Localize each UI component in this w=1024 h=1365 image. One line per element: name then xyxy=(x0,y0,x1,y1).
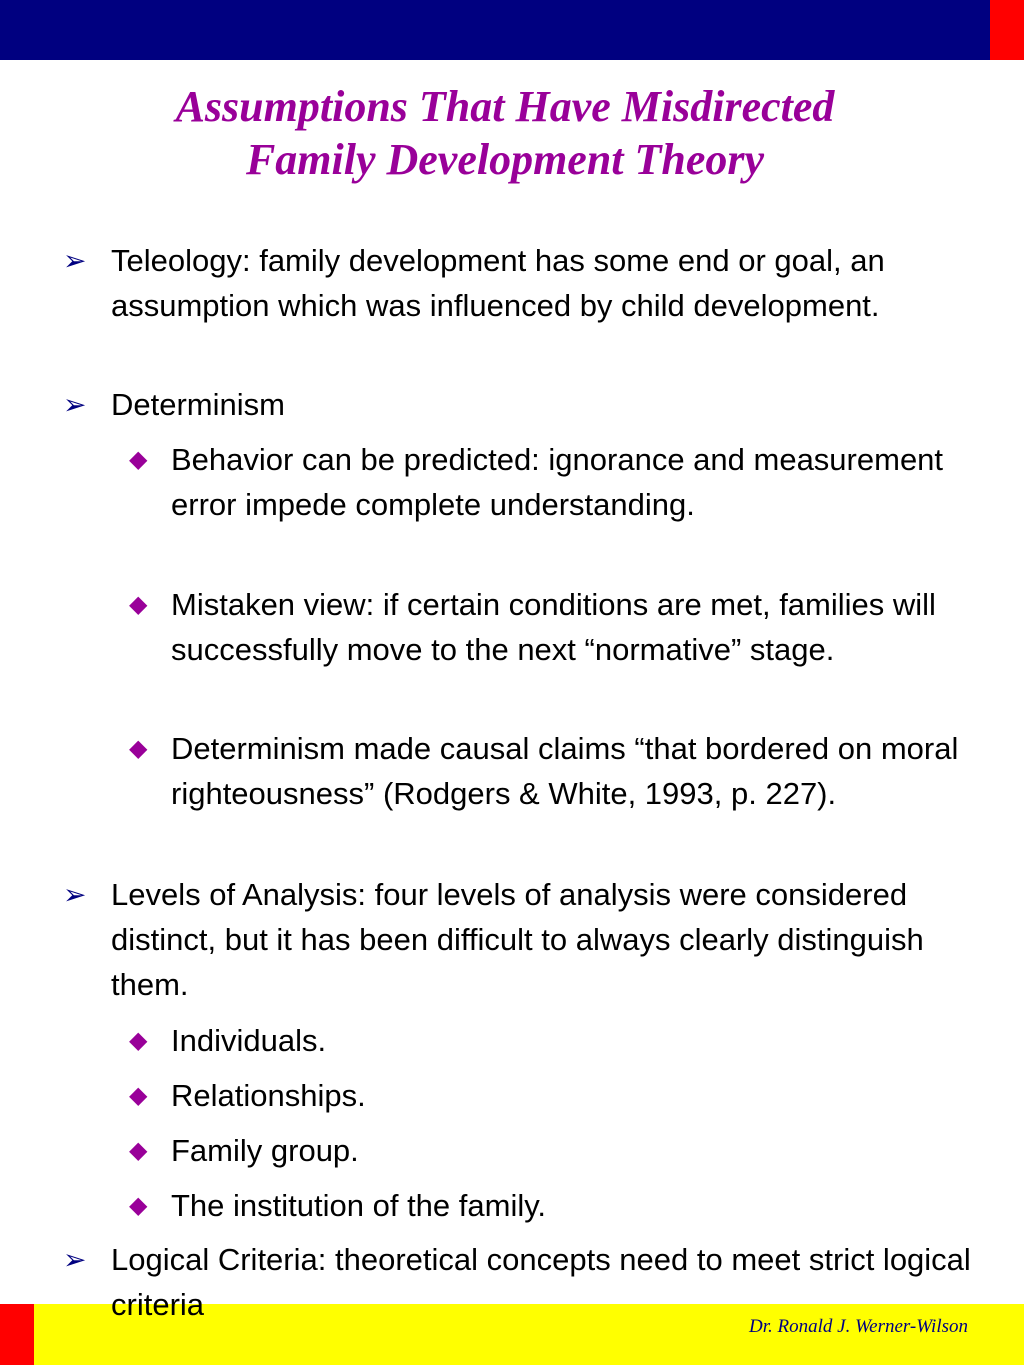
title-line-1: Assumptions That Have Misdirected xyxy=(175,82,835,131)
diamond-bullet-icon: ◆ xyxy=(129,1081,148,1109)
sub-list-item xyxy=(129,1018,971,1063)
list-item-text: Teleology: family development has some end or goal, an assumption which was influenced by child development. xyxy=(111,243,885,323)
list-item-text: Behavior can be predicted: ignorance and measurement error impede complete understanding. xyxy=(171,442,944,522)
list-item-text: The institution of the family. xyxy=(171,1188,547,1223)
arrowhead-bullet-icon: ➢ xyxy=(63,244,87,277)
list-item-text: Relationships. xyxy=(171,1078,366,1113)
list-item-text: Mistaken view: if certain conditions are met, families will successfully move to the next “normative” stage. xyxy=(171,587,936,667)
sub-list-item xyxy=(129,582,971,672)
diamond-bullet-icon: ◆ xyxy=(129,445,148,473)
diamond-bullet-icon: ◆ xyxy=(129,734,148,762)
sub-list-item xyxy=(129,1183,971,1228)
list-item-text: Family group. xyxy=(171,1133,359,1168)
list-item-text: Determinism xyxy=(111,387,285,422)
list-item-text: Individuals. xyxy=(171,1023,327,1058)
arrowhead-bullet-icon: ➢ xyxy=(63,388,87,421)
diamond-bullet-icon: ◆ xyxy=(129,1191,148,1219)
author-footer: Dr. Ronald J. Werner-Wilson xyxy=(749,1316,968,1337)
list-item xyxy=(63,238,971,328)
list-item-text: Determinism made causal claims “that bordered on moral righteousness” (Rodgers & White, 1993, p. 227). xyxy=(171,731,959,811)
list-item xyxy=(63,1237,971,1327)
title-line-2: Family Development Theory xyxy=(245,135,765,184)
arrowhead-bullet-icon: ➢ xyxy=(63,1243,87,1276)
sub-list-item xyxy=(129,1073,971,1118)
sub-list-item xyxy=(129,437,971,527)
diamond-bullet-icon: ◆ xyxy=(129,1026,148,1054)
sub-list-item xyxy=(129,726,971,816)
list-item-text: Levels of Analysis: four levels of analysis were considered distinct, but it has been difficult to always clearly distinguish them. xyxy=(111,877,924,1002)
sub-list-item xyxy=(129,1128,971,1173)
list-item-text: Logical Criteria: theoretical concepts need to meet strict logical criteria xyxy=(111,1242,971,1322)
diamond-bullet-icon: ◆ xyxy=(129,590,148,618)
arrowhead-bullet-icon: ➢ xyxy=(63,878,87,911)
list-item xyxy=(63,872,971,1007)
diamond-bullet-icon: ◆ xyxy=(129,1136,148,1164)
list-item xyxy=(63,382,971,427)
